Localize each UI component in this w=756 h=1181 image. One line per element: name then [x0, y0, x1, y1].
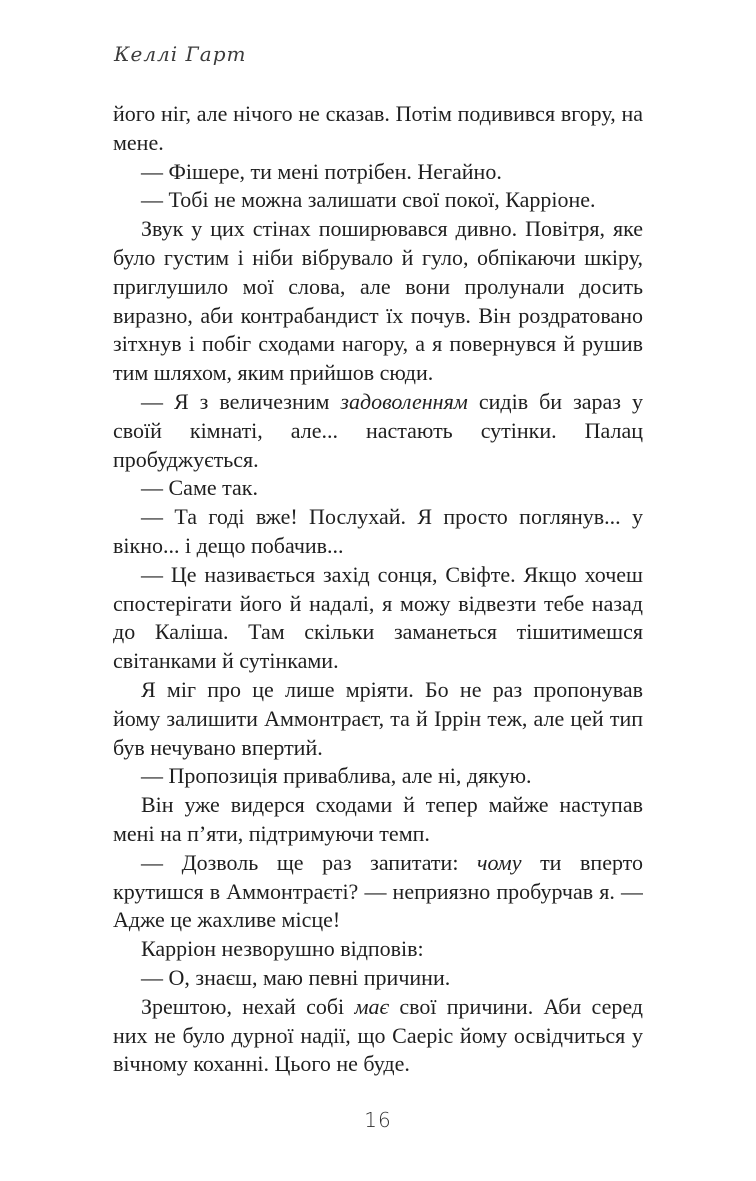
paragraph [113, 186, 643, 215]
paragraph [113, 676, 643, 762]
text-segment: — Пропозиція приваблива, але ні, дякую. [141, 763, 532, 789]
paragraph [113, 503, 643, 561]
text-segment: — Та годі вже! Послухай. Я просто поглянув... у вікно... і дещо побачив... [113, 504, 643, 558]
text-segment: Я міг про це лише мріяти. Бо не раз пропонував йому залишити Аммонтраєт, та й Іррін теж, але цей тип був нечувано впертий. [113, 676, 643, 760]
paragraph [113, 474, 643, 503]
text-segment: сидів би зараз у своїй кімнаті, але... настають сутінки. Палац пробуджується. [113, 388, 643, 472]
text-segment: ти вперто крутишся в Аммонтраєті? — неприязно пробурчав я. — Адже це жахливе місце! [113, 849, 643, 933]
running-header-author: Келлі Гарт [114, 42, 247, 66]
italic-text-segment: має [354, 993, 390, 1019]
paragraph [113, 158, 643, 187]
paragraph [113, 215, 643, 388]
paragraph [113, 388, 643, 474]
text-segment: — О, знаєш, маю певні причини. [141, 964, 451, 990]
italic-text-segment: задоволенням [340, 388, 468, 414]
text-segment: — Саме так. [141, 475, 258, 501]
text-segment: — Фішере, ти мені потрібен. Негайно. [141, 158, 502, 184]
text-segment: свої причини. Аби серед них не було дурної надії, що Саеріс йому освідчиться у вічному коханні. Цього не буде. [113, 993, 643, 1077]
text-segment: — Тобі не можна залишати свої покої, Карріоне. [141, 187, 596, 213]
text-segment: Звук у цих стінах поширювався дивно. Повітря, яке було густим і ніби вібрувало й гуло, обпікаючи шкіру, приглушило мої слова, але вони пролунали досить виразно, аби контрабандист їх почув. Він роздратовано зітхнув і побіг сходами нагору, а я повернувся й рушив тим шляхом, яким прийшов сюди. [113, 216, 643, 386]
text-segment: Він уже видерся сходами й тепер майже наступав мені на п’яти, підтримуючи темп. [113, 792, 643, 846]
paragraph [113, 791, 643, 849]
text-segment: — Дозволь ще раз запитати: [141, 849, 478, 875]
paragraph [113, 993, 643, 1079]
italic-text-segment: чому [477, 849, 522, 875]
text-segment: — Я з величезним [141, 388, 341, 414]
text-segment: Зрештою, нехай собі [141, 993, 355, 1019]
paragraph [113, 964, 643, 993]
paragraph [113, 849, 643, 935]
paragraph [113, 561, 643, 676]
body-text-block [113, 100, 643, 1079]
paragraph [113, 935, 643, 964]
text-segment: Карріон незворушно відповів: [141, 936, 424, 962]
text-segment: — Це називається захід сонця, Свіфте. Якщо хочеш спостерігати його й надалі, я можу відвезти тебе назад до Каліша. Там скільки заманеться тішитимешся світанками й сутінками. [113, 561, 643, 674]
page-number: 16 [364, 1108, 392, 1132]
text-segment: його ніг, але нічого не сказав. Потім подивився вгору, на мене. [113, 101, 643, 155]
paragraph [113, 762, 643, 791]
paragraph [113, 100, 643, 158]
